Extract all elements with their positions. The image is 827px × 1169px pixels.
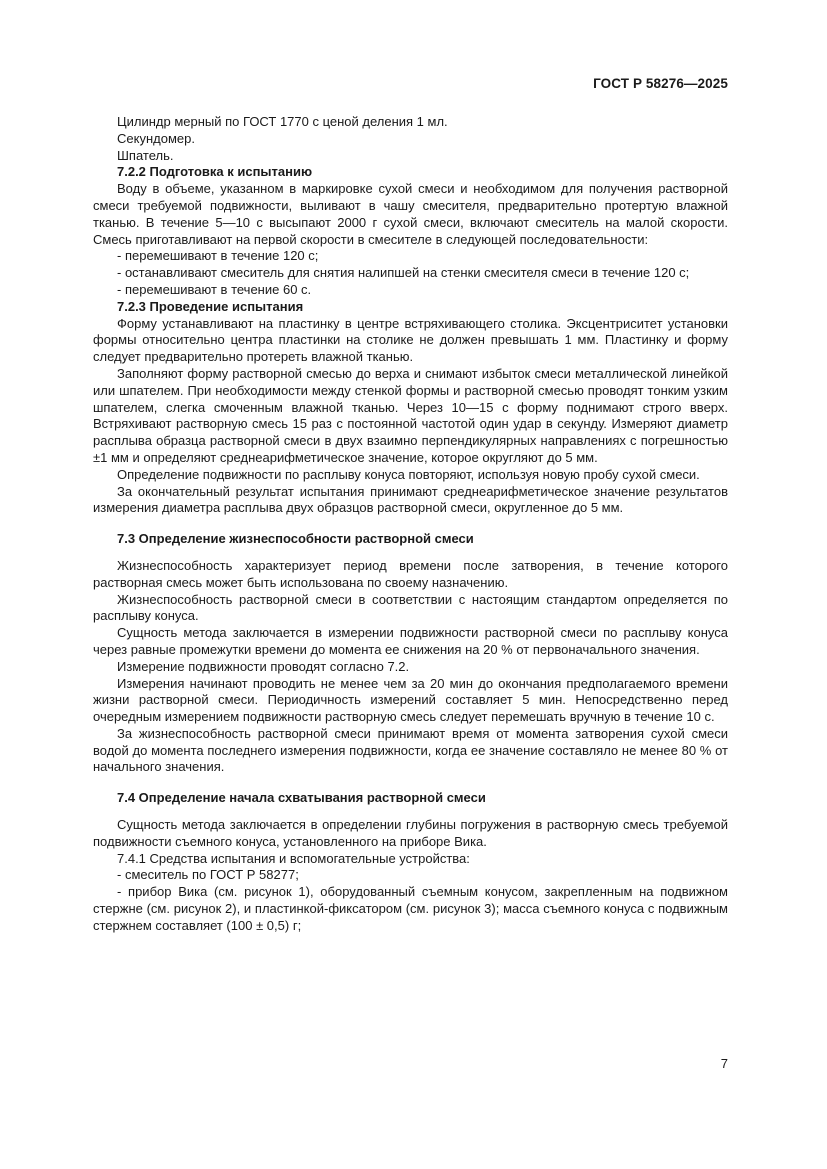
subsection-heading-7-2-3: 7.2.3 Проведение испытания <box>117 298 304 314</box>
page-number: 7 <box>720 1056 728 1071</box>
paragraph: Сущность метода заключается в измерении подвижности растворной смеси по расплыву конуса через равные промежутки времени до момента ее снижения на 20 % от первоначального значения. <box>93 625 728 657</box>
subsection-heading-7-2-2: 7.2.2 Подготовка к испытанию <box>117 164 313 180</box>
list-item: - смеситель по ГОСТ Р 58277; <box>117 867 299 883</box>
paragraph: 7.4.1 Средства испытания и вспомогательные устройства: <box>117 850 470 866</box>
paragraph: Сущность метода заключается в определении глубины погружения в растворную смесь требуемой подвижности съемного конуса, установленного на приборе Вика. <box>93 817 728 849</box>
document-body <box>93 114 728 935</box>
paragraph: Жизнеспособность растворной смеси в соответствии с настоящим стандартом определяется по расплыву конуса. <box>93 591 728 624</box>
paragraph: Жизнеспособность характеризует период времени после затворения, в течение которого растворная смесь может быть использована по своему назначению. <box>93 557 728 590</box>
paragraph: Определение подвижности по расплыву конуса повторяют, используя новую пробу сухой смеси. <box>117 466 700 482</box>
paragraph: Заполняют форму растворной смесью до верха и снимают избыток смеси металлической линейкой или шпателем. При необходимости между стенкой формы и растворной смесью проводят тонким узким шпателем, слегка смоченным влажной тканью. Через 10—15 с форму поднимают строго вверх. Встряхивают растворную смесь 15 раз с постоянной частотой один удар в секунду. Измеряют диаметр расплыва образца растворной смеси в двух взаимно перпендикулярных направлениях с погрешностью ±1 мм и определяют среднеарифметическое значение, которое округляют до 5 мм. <box>93 365 728 465</box>
intro-line: Шпатель. <box>117 147 174 163</box>
paragraph: Воду в объеме, указанном в маркировке сухой смеси и необходимом для получения растворной смеси требуемой подвижности, выливают в чашу смесителя, предварительно протертую влажной тканью. В течение 5—10 с высыпают 2000 г сухой смеси, включают смеситель на малой скорости. Смесь приготавливают на первой скорости в смесителе в следующей последовательности: <box>93 181 728 247</box>
section-heading-7-4: 7.4 Определение начала схватывания растворной смеси <box>117 790 486 806</box>
paragraph: Форму устанавливают на пластинку в центре встряхивающего столика. Эксцентриситет установки формы относительно центра пластинки на столике не должен превышать 1 мм. Пластинку и форму следует предварительно протереть влажной тканью. <box>93 315 728 365</box>
list-item: - останавливают смеситель для снятия налипшей на стенки смесителя смеси в течение 120 с; <box>117 265 690 281</box>
paragraph: За окончательный результат испытания принимают среднеарифметическое значение результатов измерения диаметра расплыва двух образцов растворной смеси, округленное до 5 мм. <box>93 483 728 516</box>
list-item: - перемешивают в течение 120 с; <box>117 248 319 264</box>
section-heading-7-3: 7.3 Определение жизнеспособности растворной смеси <box>117 531 474 547</box>
intro-line: Цилиндр мерный по ГОСТ 1770 с ценой деления 1 мл. <box>117 114 448 129</box>
paragraph: Измерения начинают проводить не менее чем за 20 мин до окончания предполагаемого времени жизни растворной смеси. Периодичность измерений составляет 5 мин. Непосредственно перед очередным измерением подвижности растворную смесь следует перемешать вручную в течение 10 с. <box>93 675 728 725</box>
paragraph: Измерение подвижности проводят согласно 7.2. <box>117 658 410 674</box>
standard-header: ГОСТ Р 58276—2025 <box>593 76 728 91</box>
paragraph: За жизнеспособность растворной смеси принимают время от момента затворения сухой смеси водой до момента последнего измерения подвижности, когда ее значение составляло не менее 80 % от начального значения. <box>93 725 728 775</box>
intro-line: Секундомер. <box>117 130 195 146</box>
list-item: - перемешивают в течение 60 с. <box>117 281 312 297</box>
list-item: - прибор Вика (см. рисунок 1), оборудованный съемным конусом, закрепленным на подвижном стержне (см. рисунок 2), и пластинкой-фиксатором (см. рисунок 3); масса съемного конуса с подвижным стержнем составляет (100 ± 0,5) г; <box>93 884 728 933</box>
